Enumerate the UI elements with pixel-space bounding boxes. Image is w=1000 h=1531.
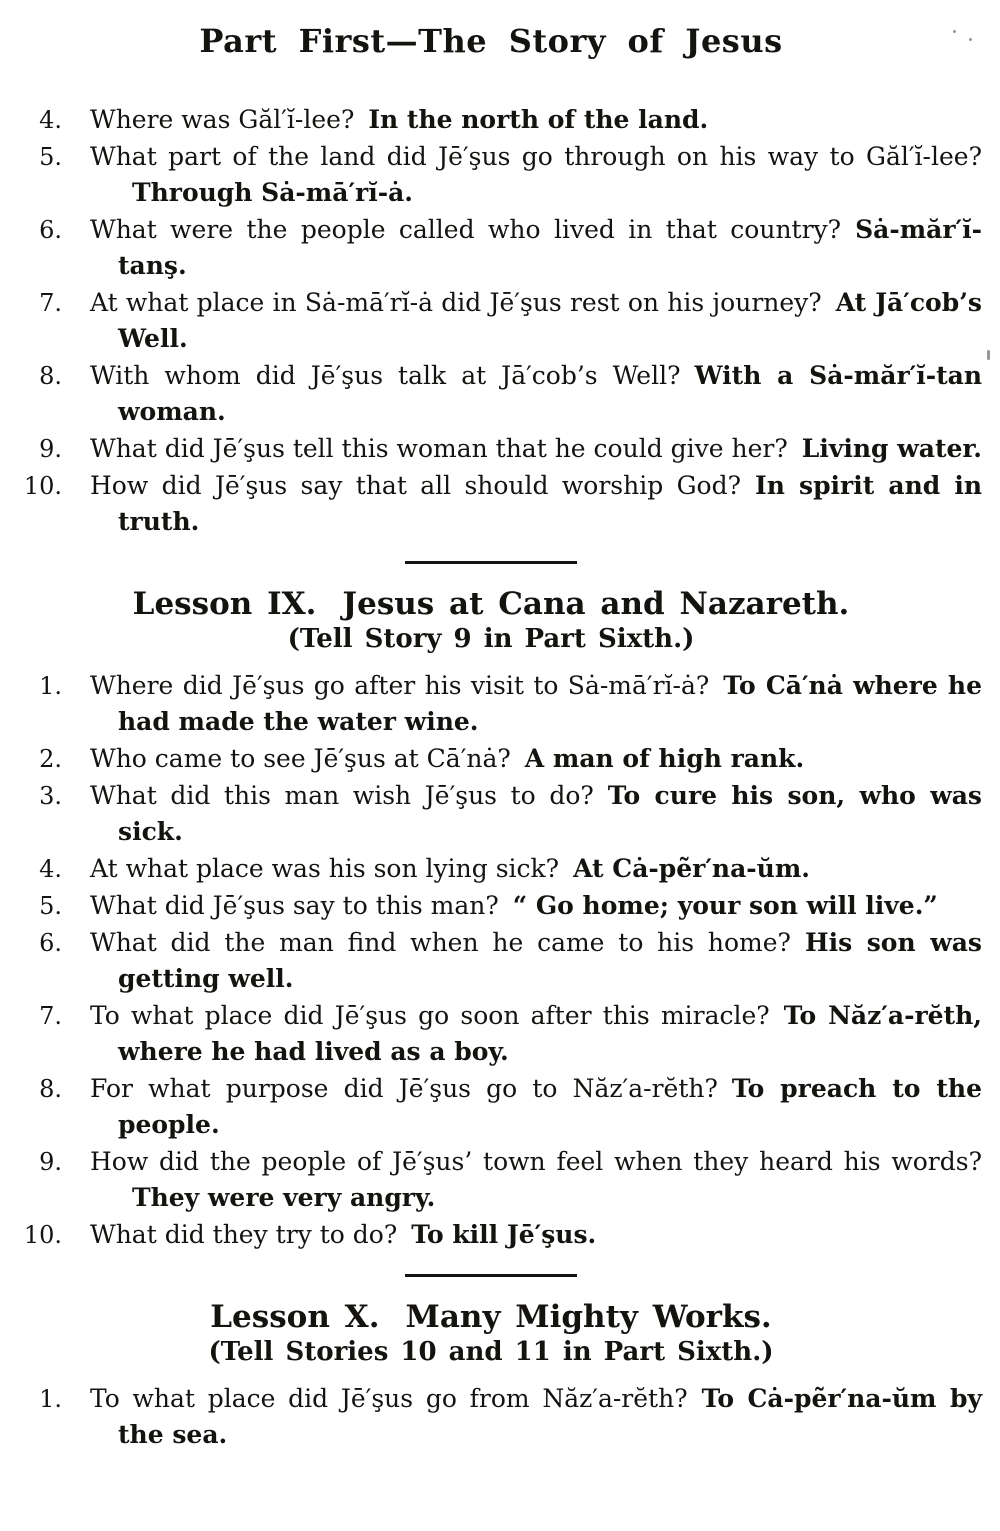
answer-text: In the north of the land. [368, 105, 709, 134]
lesson-label: Lesson X. [210, 1299, 380, 1335]
question-text: At what place in Sȧ-mā′rĭ-ȧ did Jē′şus rest on his journey? [90, 288, 822, 317]
section-divider [405, 561, 577, 564]
qa-item [0, 925, 982, 997]
answer-text: At Jā′cob’s Well. [118, 288, 982, 353]
question-line [90, 888, 982, 924]
qa-item [0, 468, 982, 540]
qa-item [0, 139, 982, 211]
qa-item [0, 851, 982, 887]
qa-item [0, 431, 982, 467]
question-text: With whom did Jē′şus talk at Jā′cob’s Well? [90, 361, 681, 390]
question-text: How did the people of Jē′şus’ town feel when they heard his words? [90, 1147, 982, 1176]
question-number: 8. [39, 362, 62, 390]
qa-item [0, 102, 982, 138]
answer-text: Through Sȧ-mā′rĭ-ȧ. [132, 178, 413, 207]
question-number: 5. [39, 143, 62, 171]
question-line [90, 285, 982, 357]
question-number: 7. [39, 1002, 62, 1030]
question-number: 7. [39, 289, 62, 317]
question-number: 4. [39, 106, 62, 134]
answer-text: At Cȧ-pẽr′na-ŭm. [573, 854, 811, 883]
answer-text: To Cȧ-pẽr′na-ŭm by the sea. [118, 1384, 982, 1449]
answer-text: Living water. [801, 434, 982, 463]
question-text: What did Jē′şus say to this man? [90, 891, 499, 920]
question-number: 10. [23, 472, 62, 500]
qa-item [0, 285, 982, 357]
question-text: What did Jē′şus tell this woman that he could give her? [90, 434, 788, 463]
answer-text: In spirit and in truth. [118, 471, 983, 536]
answer-text: To kill Jē′şus. [411, 1220, 597, 1249]
part-first-question-list [0, 102, 982, 540]
answer-text: To cure his son, who was sick. [118, 781, 982, 846]
question-line [90, 925, 982, 997]
question-number: 6. [39, 929, 62, 957]
scan-speck [969, 38, 972, 41]
question-number: 9. [39, 1148, 62, 1176]
question-number: 5. [39, 892, 62, 920]
scan-speck [987, 350, 990, 360]
scan-speck [953, 30, 956, 33]
question-line [90, 212, 982, 284]
lesson-title: Many Mighty Works. [405, 1299, 772, 1335]
answer-text: A man of high rank. [524, 744, 805, 773]
question-line [90, 741, 982, 777]
lesson-ix-heading [0, 586, 982, 622]
section-divider [405, 1274, 577, 1277]
question-line [90, 431, 982, 467]
question-number: 6. [39, 216, 62, 244]
question-line [90, 358, 982, 430]
answer-text: His son was getting well. [118, 928, 982, 993]
qa-item [0, 1217, 982, 1253]
question-text: At what place was his son lying sick? [90, 854, 560, 883]
question-number: 1. [39, 672, 62, 700]
question-line [90, 998, 982, 1070]
qa-item [0, 998, 982, 1070]
question-number: 10. [23, 1221, 62, 1249]
question-line [90, 668, 982, 740]
qa-item [0, 1144, 982, 1216]
lesson-title: Jesus at Cana and Nazareth. [342, 586, 850, 622]
lesson-x-subtitle: (Tell Stories 10 and 11 in Part Sixth.) [208, 1337, 774, 1367]
qa-item [0, 212, 982, 284]
question-number: 1. [39, 1385, 62, 1413]
answer-text: They were very angry. [132, 1183, 436, 1212]
question-line [90, 139, 982, 211]
question-number: 4. [39, 855, 62, 883]
answer-text: To Cā′nȧ where he had made the water wine. [118, 671, 982, 736]
answer-text: “ Go home; your son will live.” [512, 891, 938, 920]
question-number: 3. [39, 782, 62, 810]
qa-item [0, 668, 982, 740]
answer-text: To Năz′a-rĕth, where he had lived as a boy. [118, 1001, 982, 1066]
question-line [90, 1071, 982, 1143]
question-number: 8. [39, 1075, 62, 1103]
qa-item [0, 358, 982, 430]
qa-item [0, 888, 982, 924]
question-text: What did they try to do? [90, 1220, 398, 1249]
question-text: What part of the land did Jē′şus go through on his way to Găl′ĭ-lee? [90, 142, 982, 171]
qa-item [0, 1071, 982, 1143]
lesson-ix-subtitle: (Tell Story 9 in Part Sixth.) [287, 624, 695, 654]
lesson-label: Lesson IX. [132, 586, 317, 622]
question-line [90, 102, 982, 138]
answer-text: With a Sȧ-măr′ĭ-tan woman. [118, 361, 982, 426]
question-text: Where was Găl′ĭ-lee? [90, 105, 355, 134]
question-text: What did this man wish Jē′şus to do? [90, 781, 594, 810]
answer-text: Sȧ-măr′ĭ-tanş. [118, 215, 982, 280]
qa-item [0, 741, 982, 777]
question-text: Where did Jē′şus go after his visit to Sȧ-mā′rĭ-ȧ? [90, 671, 710, 700]
question-text: What did the man find when he came to his home? [90, 928, 791, 957]
question-text: To what place did Jē′şus go soon after this miracle? [90, 1001, 770, 1030]
question-line [90, 468, 982, 540]
question-text: What were the people called who lived in that country? [90, 215, 842, 244]
question-line [90, 1381, 982, 1453]
qa-item [0, 778, 982, 850]
page-title: Part First—The Story of Jesus [199, 22, 783, 60]
question-line [90, 851, 982, 887]
question-line [90, 1144, 982, 1216]
question-text: To what place did Jē′şus go from Năz′a-rĕth? [90, 1384, 688, 1413]
question-number: 2. [39, 745, 62, 773]
question-line [90, 778, 982, 850]
question-line [90, 1217, 982, 1253]
question-text: For what purpose did Jē′şus go to Năz′a-rĕth? [90, 1074, 718, 1103]
answer-text: To preach to the people. [118, 1074, 982, 1139]
lesson-ix-question-list [0, 668, 982, 1253]
qa-item [0, 1381, 982, 1453]
question-text: How did Jē′şus say that all should worship God? [90, 471, 742, 500]
lesson-x-heading [0, 1299, 982, 1335]
question-number: 9. [39, 435, 62, 463]
question-text: Who came to see Jē′şus at Cā′nȧ? [90, 744, 511, 773]
lesson-x-question-list [0, 1381, 982, 1453]
